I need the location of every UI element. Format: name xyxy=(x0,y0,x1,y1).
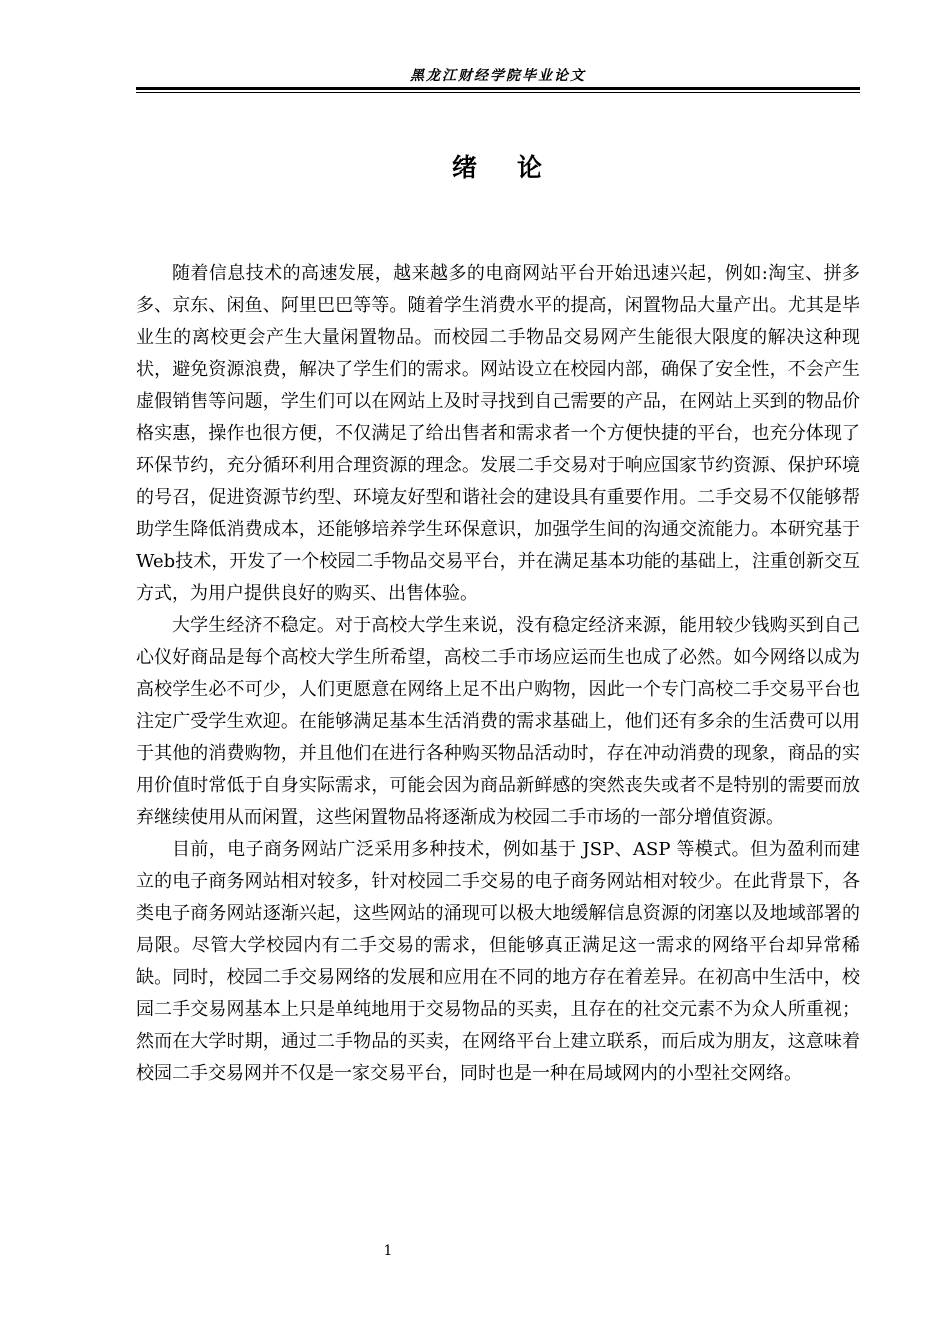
body-text xyxy=(136,258,860,1090)
chapter-title-part2: 论 xyxy=(517,153,545,182)
paragraph-2: 大学生经济不稳定。对于高校大学生来说，没有稳定经济来源，能用较少钱购买到自己心仪好商品是每个高校大学生所希望，高校二手市场应运而生也成了必然。如今网络以成为高校学生必不可少，人们更愿意在网络上足不出户购物，因此一个专门高校二手交易平台也注定广受学生欢迎。在能够满足基本生活消费的需求基础上，他们还有多余的生活费可以用于其他的消费购物，并且他们在进行各种购买物品活动时，存在冲动消费的现象，商品的实用价值时常低于自身实际需求，可能会因为商品新鲜感的突然丧失或者不是特别的需要而放弃继续使用从而闲置，这些闲置物品将逐渐成为校园二手市场的一部分增值资源。 xyxy=(136,615,860,828)
paragraph-3: 目前，电子商务网站广泛采用多种技术，例如基于 JSP、ASP 等模式。但为盈利而建立的电子商务网站相对较多，针对校园二手交易的电子商务网站相对较少。在此背景下，各类电子商务网站逐渐兴起，这些网站的涌现可以极大地缓解信息资源的闭塞以及地域部署的局限。尽管大学校园内有二手交易的需求，但能够真正满足这一需求的网络平台却异常稀缺。同时，校园二手交易网络的发展和应用在不同的地方存在着差异。在初高中生活中，校园二手交易网基本上只是单纯地用于交易物品的买卖，且存在的社交元素不为众人所重视；然而在大学时期，通过二手物品的买卖，在网络平台上建立联系，而后成为朋友，这意味着校园二手交易网并不仅是一家交易平台，同时也是一种在局域网内的小型社交网络。 xyxy=(136,839,860,1084)
header-rule-thick xyxy=(136,87,860,90)
header-rule-thin xyxy=(136,92,860,93)
page-number: 1 xyxy=(383,1243,393,1259)
paragraph-1: 随着信息技术的高速发展，越来越多的电商网站平台开始迅速兴起，例如:淘宝、拼多多、京东、闲鱼、阿里巴巴等等。随着学生消费水平的提高，闲置物品大量产出。尤其是毕业生的离校更会产生大量闲置物品。而校园二手物品交易网产生能很大限度的解决这种现状，避免资源浪费，解决了学生们的需求。网站设立在校园内部，确保了安全性，不会产生虚假销售等问题，学生们可以在网站上及时寻找到自己需要的产品，在网站上买到的物品价格实惠，操作也很方便，不仅满足了给出售者和需求者一个方便快捷的平台，也充分体现了环保节约，充分循环利用合理资源的理念。发展二手交易对于响应国家节约资源、保护环境的号召，促进资源节约型、环境友好型和谐社会的建设具有重要作用。二手交易不仅能够帮助学生降低消费成本，还能够培养学生环保意识，加强学生间的沟通交流能力。本研究基于Web技术，开发了一个校园二手物品交易平台，并在满足基本功能的基础上，注重创新交互方式，为用户提供良好的购买、出售体验。 xyxy=(136,263,860,604)
chapter-title xyxy=(136,148,860,184)
running-header: 黑龙江财经学院毕业论文 xyxy=(410,68,586,84)
chapter-title-part1: 绪 xyxy=(451,153,479,182)
